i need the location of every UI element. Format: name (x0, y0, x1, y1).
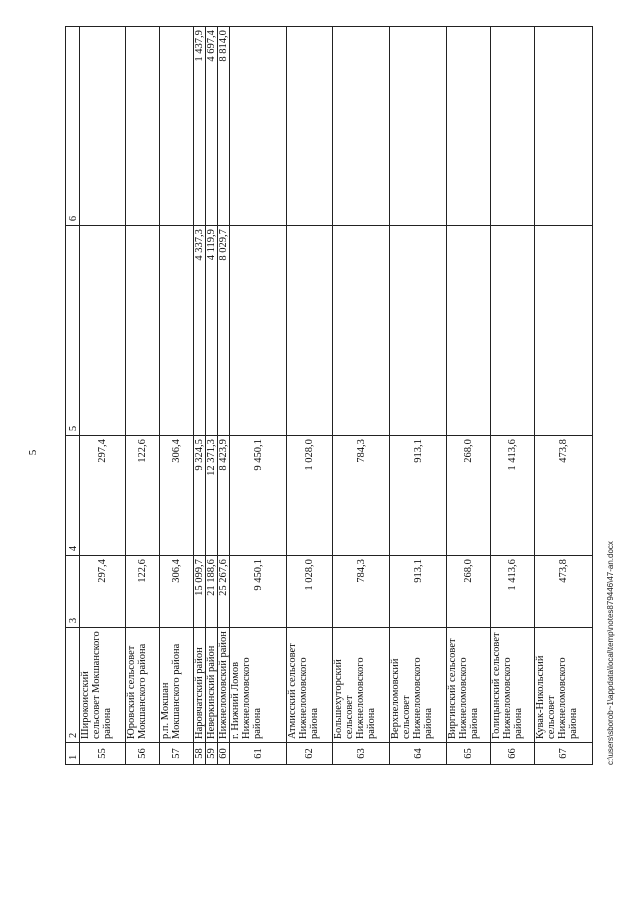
header-cell-5: 5 (66, 226, 80, 436)
value-col-4: 1 413,6 (491, 436, 535, 556)
value-col-4: 1 028,0 (287, 436, 333, 556)
row-number: 64 (390, 743, 447, 765)
value-col-6 (491, 27, 535, 226)
municipality-name: р.п. Мокшан Мокшанского района (160, 628, 194, 743)
value-col-3: 913,1 (390, 556, 447, 628)
table-row (491, 27, 535, 765)
value-col-6: 8 814,0 (218, 27, 230, 226)
value-col-6 (230, 27, 287, 226)
value-col-3: 1 028,0 (287, 556, 333, 628)
value-col-5 (535, 226, 593, 436)
municipality-name: Большехуторский сельсовет Нижнеломовского района (333, 628, 390, 743)
value-col-6 (80, 27, 126, 226)
row-number: 57 (160, 743, 194, 765)
value-col-5 (126, 226, 160, 436)
municipality-name: Верхнеломовский сельсовет Нижнеломовского района (390, 628, 447, 743)
value-col-5 (160, 226, 194, 436)
row-number: 66 (491, 743, 535, 765)
value-col-5 (230, 226, 287, 436)
row-number: 67 (535, 743, 593, 765)
row-number: 59 (206, 743, 218, 765)
table-row (390, 27, 447, 765)
file-path-footer: c:\users\sborob~1\appdata\local\temp\notes879446\47-an.docx (606, 541, 615, 765)
table-row (535, 27, 593, 765)
header-cell-4: 4 (66, 436, 80, 556)
value-col-3: 15 099,7 (194, 556, 206, 628)
row-number: 61 (230, 743, 287, 765)
row-number: 65 (447, 743, 491, 765)
value-col-3: 297,4 (80, 556, 126, 628)
value-col-4: 784,3 (333, 436, 390, 556)
municipality-name: Неверкинский район (206, 628, 218, 743)
budget-table (65, 26, 593, 765)
value-col-4: 12 371,3 (206, 436, 218, 556)
municipality-name: Атмисский сельсовет Нижнеломовского района (287, 628, 333, 743)
table-row (333, 27, 390, 765)
table-row (194, 27, 206, 765)
table-row (218, 27, 230, 765)
value-col-5 (333, 226, 390, 436)
value-col-3: 9 450,1 (230, 556, 287, 628)
value-col-3: 784,3 (333, 556, 390, 628)
value-col-5: 4 337,3 (194, 226, 206, 436)
value-col-3: 306,4 (160, 556, 194, 628)
header-row (66, 27, 80, 765)
row-number: 56 (126, 743, 160, 765)
table-row (447, 27, 491, 765)
header-cell-3: 3 (66, 556, 80, 628)
value-col-4: 306,4 (160, 436, 194, 556)
value-col-6: 1 437,9 (194, 27, 206, 226)
municipality-name: Широкоисский сельсовет Мокшанского района (80, 628, 126, 743)
value-col-4: 268,0 (447, 436, 491, 556)
municipality-name: Юровский сельсовет Мокшанского района (126, 628, 160, 743)
value-col-6 (160, 27, 194, 226)
header-cell-1: 1 (66, 743, 80, 765)
header-cell-2: 2 (66, 628, 80, 743)
value-col-6 (333, 27, 390, 226)
value-col-4: 913,1 (390, 436, 447, 556)
municipality-name: Наровчатский район (194, 628, 206, 743)
value-col-6 (287, 27, 333, 226)
value-col-3: 473,8 (535, 556, 593, 628)
table-row (160, 27, 194, 765)
value-col-4: 473,8 (535, 436, 593, 556)
header-cell-6: 6 (66, 27, 80, 226)
row-number: 62 (287, 743, 333, 765)
row-number: 60 (218, 743, 230, 765)
table-row (206, 27, 218, 765)
value-col-6: 4 697,4 (206, 27, 218, 226)
table-row (80, 27, 126, 765)
value-col-5 (390, 226, 447, 436)
value-col-5 (447, 226, 491, 436)
table-row (287, 27, 333, 765)
table-row (126, 27, 160, 765)
value-col-3: 21 188,6 (206, 556, 218, 628)
value-col-3: 25 267,6 (218, 556, 230, 628)
value-col-5 (80, 226, 126, 436)
value-col-6 (126, 27, 160, 226)
value-col-5: 8 029,7 (218, 226, 230, 436)
page-number: 5 (27, 449, 39, 456)
value-col-5: 4 119,9 (206, 226, 218, 436)
value-col-3: 122,6 (126, 556, 160, 628)
value-col-3: 1 413,6 (491, 556, 535, 628)
value-col-4: 122,6 (126, 436, 160, 556)
value-col-5 (287, 226, 333, 436)
row-number: 55 (80, 743, 126, 765)
value-col-4: 8 423,9 (218, 436, 230, 556)
municipality-name: Кувак-Никольский сельсовет Нижнеломовского района (535, 628, 593, 743)
value-col-4: 9 324,5 (194, 436, 206, 556)
value-col-5 (491, 226, 535, 436)
table-row (230, 27, 287, 765)
value-col-6 (535, 27, 593, 226)
value-col-6 (390, 27, 447, 226)
value-col-4: 9 450,1 (230, 436, 287, 556)
row-number: 63 (333, 743, 390, 765)
value-col-4: 297,4 (80, 436, 126, 556)
value-col-6 (447, 27, 491, 226)
value-col-3: 268,0 (447, 556, 491, 628)
municipality-name: Голицынский сельсовет Нижнеломовского района (491, 628, 535, 743)
municipality-name: Нижнеломовский район (218, 628, 230, 743)
municipality-name: Виргинский сельсовет Нижнеломовского района (447, 628, 491, 743)
row-number: 58 (194, 743, 206, 765)
municipality-name: г. Нижний Ломов Нижнеломовского района (230, 628, 287, 743)
